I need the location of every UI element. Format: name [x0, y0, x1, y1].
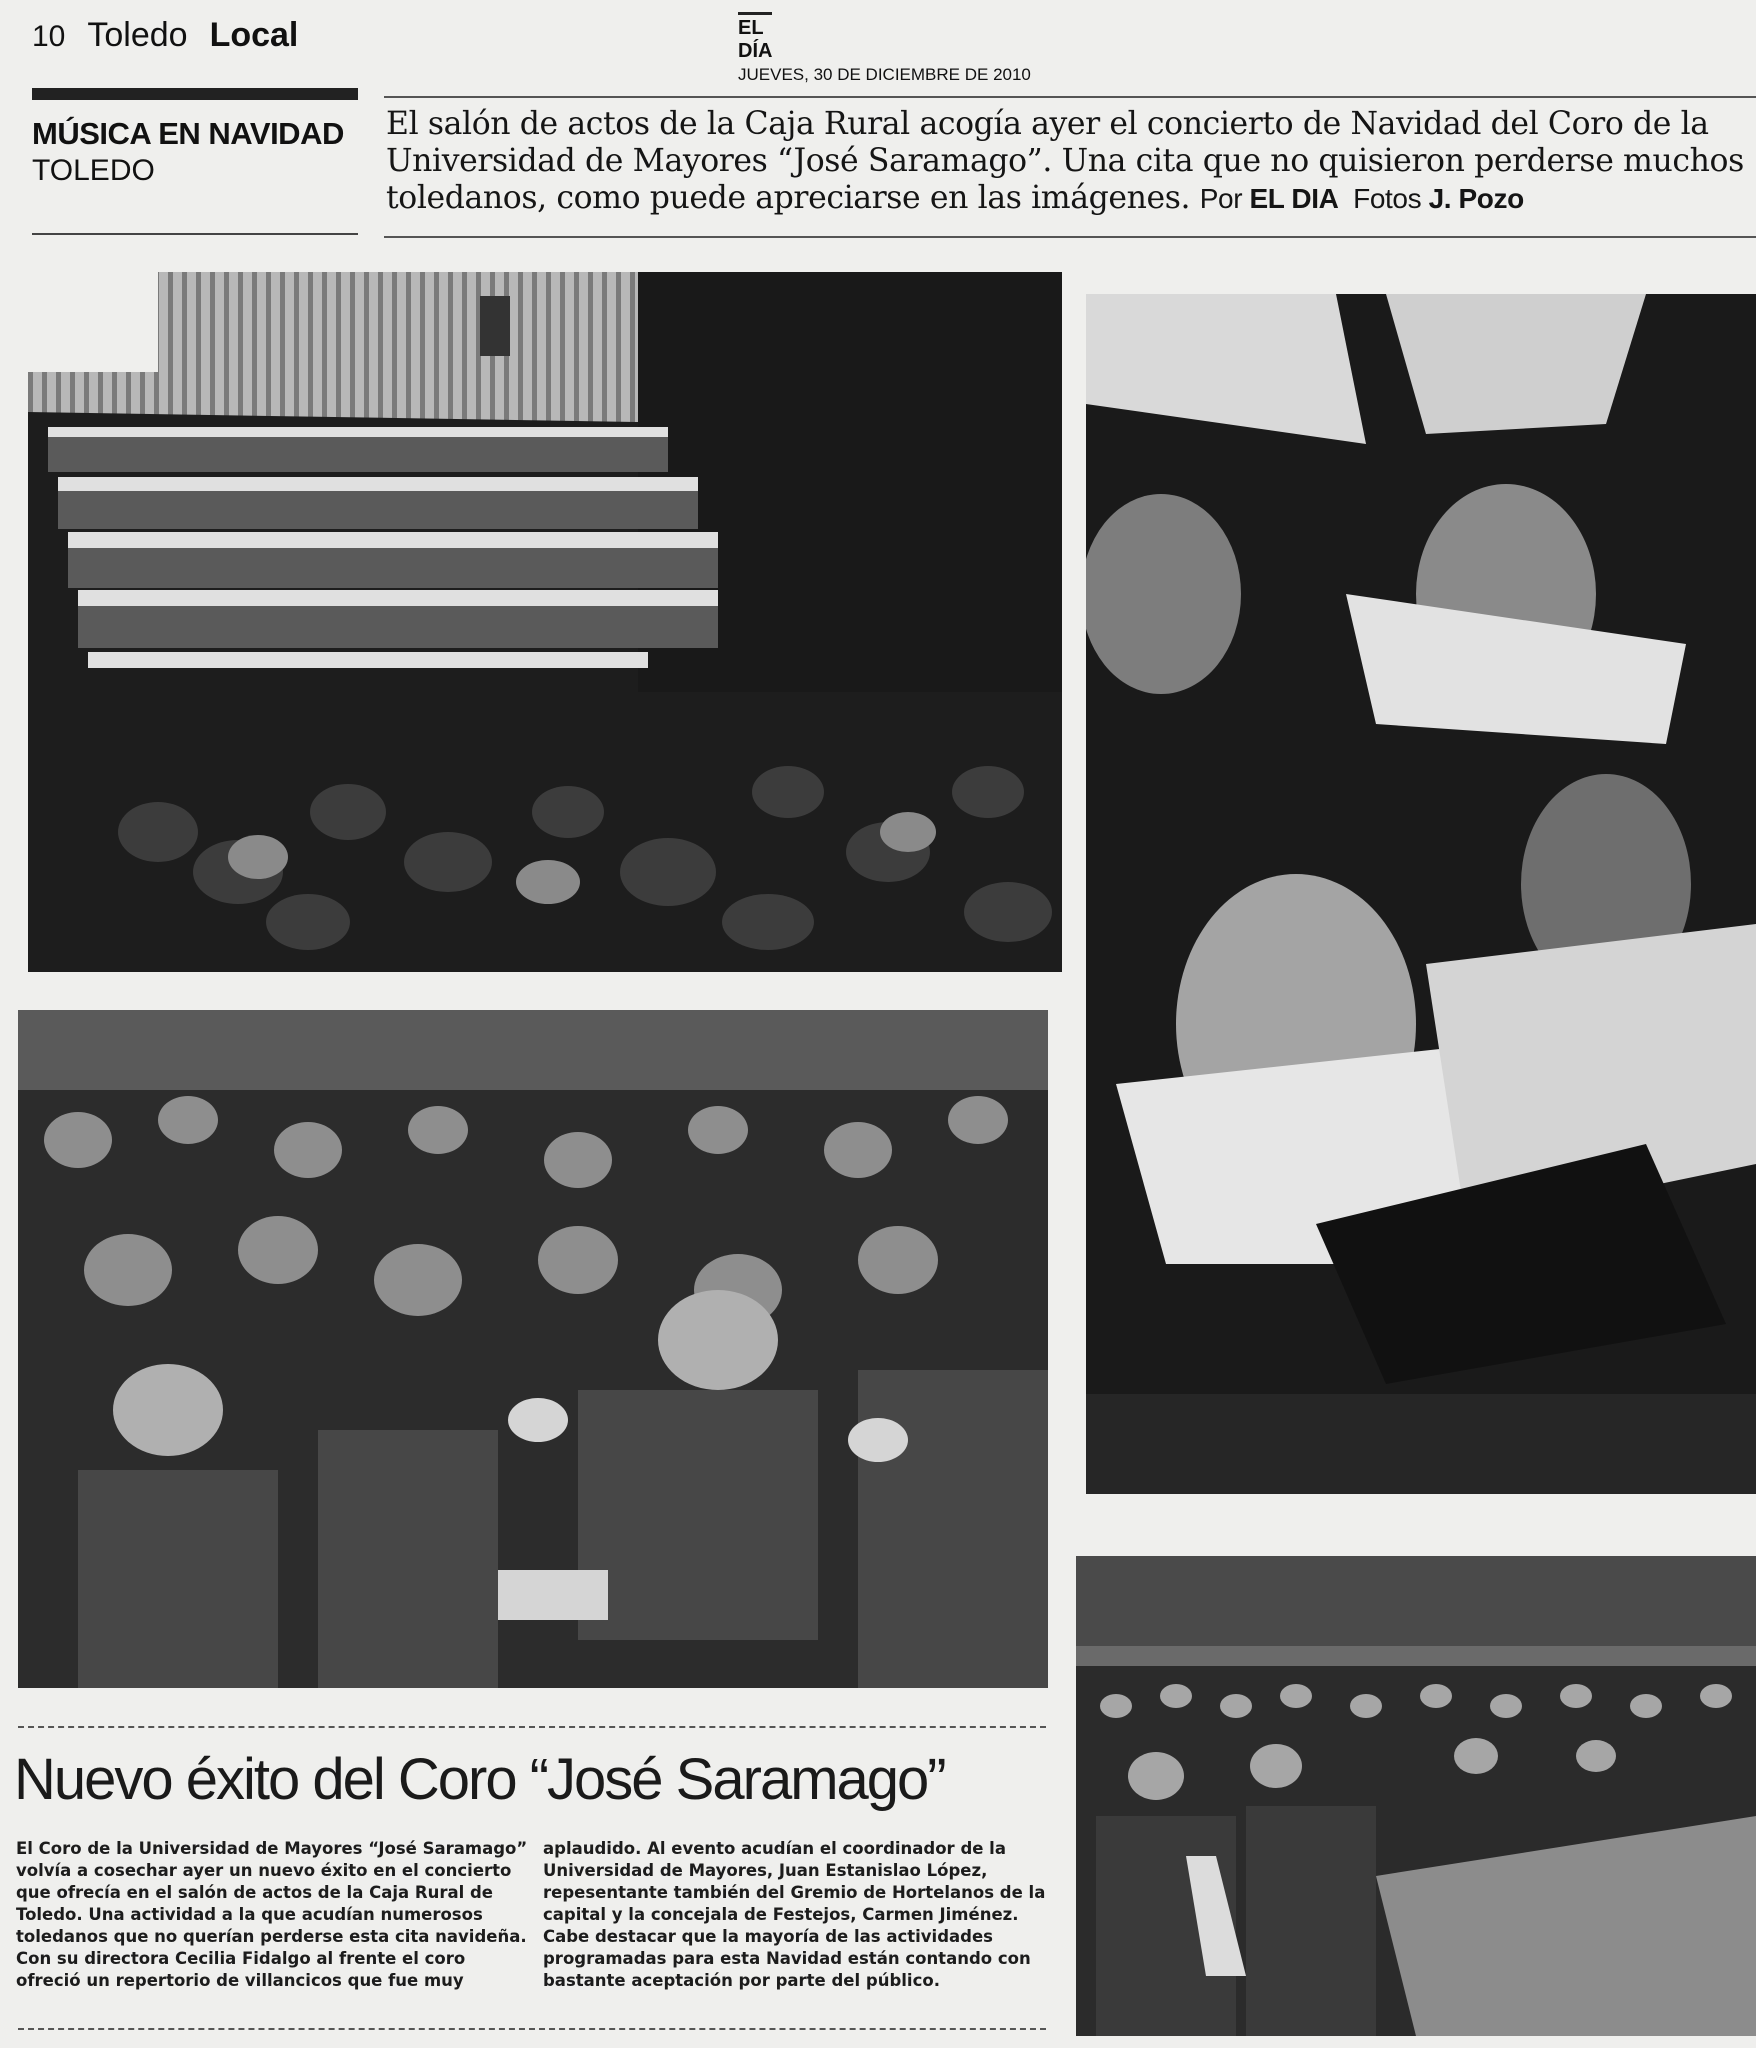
- header-city: Toledo: [87, 16, 188, 54]
- photo-audience-wide: [1076, 1556, 1756, 2036]
- photo-choir-closeup: [1086, 264, 1756, 1494]
- kicker: [32, 116, 344, 188]
- masthead: [738, 12, 1031, 85]
- article-line: programadas para esta Navidad están contando con: [543, 1949, 1031, 1968]
- photo-choir-stage: [28, 272, 1062, 972]
- byline-label: Por: [1199, 183, 1243, 214]
- article-divider-top: [18, 1726, 1046, 1728]
- photo-credit-label: Fotos: [1353, 183, 1422, 214]
- article-line: Cabe destacar que la mayoría de las actividades: [543, 1927, 993, 1946]
- page-number: 10: [32, 20, 66, 53]
- publication-name: EL DÍA: [738, 12, 772, 63]
- lead-text: El salón de actos de la Caja Rural acogía ayer el concierto de Navidad del Coro de la Universidad de Mayores “José Saramago”. Una cita que no quisieron perderse muchos toledanos, como puede apreciarse en las imágenes.: [386, 106, 1744, 216]
- article-line: volvía a cosechar ayer un nuevo éxito en el concierto: [16, 1861, 512, 1880]
- publication-date: JUEVES, 30 DE DICIEMBRE DE 2010: [738, 65, 1031, 84]
- kicker-bar: [32, 88, 358, 100]
- article-column-1: [16, 1838, 538, 1992]
- article-line: Con su directora Cecilia Fidalgo al frente el coro: [16, 1949, 466, 1968]
- photo-credit-name: J. Pozo: [1428, 183, 1524, 214]
- article-line: Toledo. Una actividad a la que acudían numerosos: [16, 1905, 483, 1924]
- article-divider-bottom: [18, 2028, 1046, 2030]
- page-header: [32, 16, 298, 55]
- kicker-title: MÚSICA EN NAVIDAD: [32, 116, 344, 151]
- article-headline: Nuevo éxito del Coro “José Saramago”: [14, 1747, 945, 1812]
- article-line: Universidad de Mayores, Juan Estanislao López,: [543, 1861, 988, 1880]
- article-line: toledanos que no querían perderse esta cita navideña.: [16, 1927, 527, 1946]
- lead-paragraph: [386, 106, 1746, 217]
- section-label: Local: [209, 16, 299, 54]
- article-line: ofreció un repertorio de villancicos que fue muy: [16, 1971, 464, 1990]
- article-column-2: [543, 1838, 1061, 1992]
- lead-divider-bottom: [384, 236, 1756, 238]
- article-line: aplaudido. Al evento acudían el coordinador de la: [543, 1839, 1006, 1858]
- kicker-location: TOLEDO: [32, 154, 155, 187]
- lead-divider-top: [384, 96, 1756, 98]
- photo-audience-applauding: [18, 1010, 1048, 1688]
- article-line: El Coro de la Universidad de Mayores “José Saramago”: [16, 1839, 528, 1858]
- kicker-divider: [32, 233, 358, 235]
- article-line: bastante aceptación por parte del público.: [543, 1971, 940, 1990]
- article-line: repesentante también del Gremio de Hortelanos de la: [543, 1883, 1046, 1902]
- article-line: que ofrecía en el salón de actos de la Caja Rural de: [16, 1883, 493, 1902]
- byline-author: EL DIA: [1249, 183, 1339, 214]
- article-line: capital y la concejala de Festejos, Carmen Jiménez.: [543, 1905, 1019, 1924]
